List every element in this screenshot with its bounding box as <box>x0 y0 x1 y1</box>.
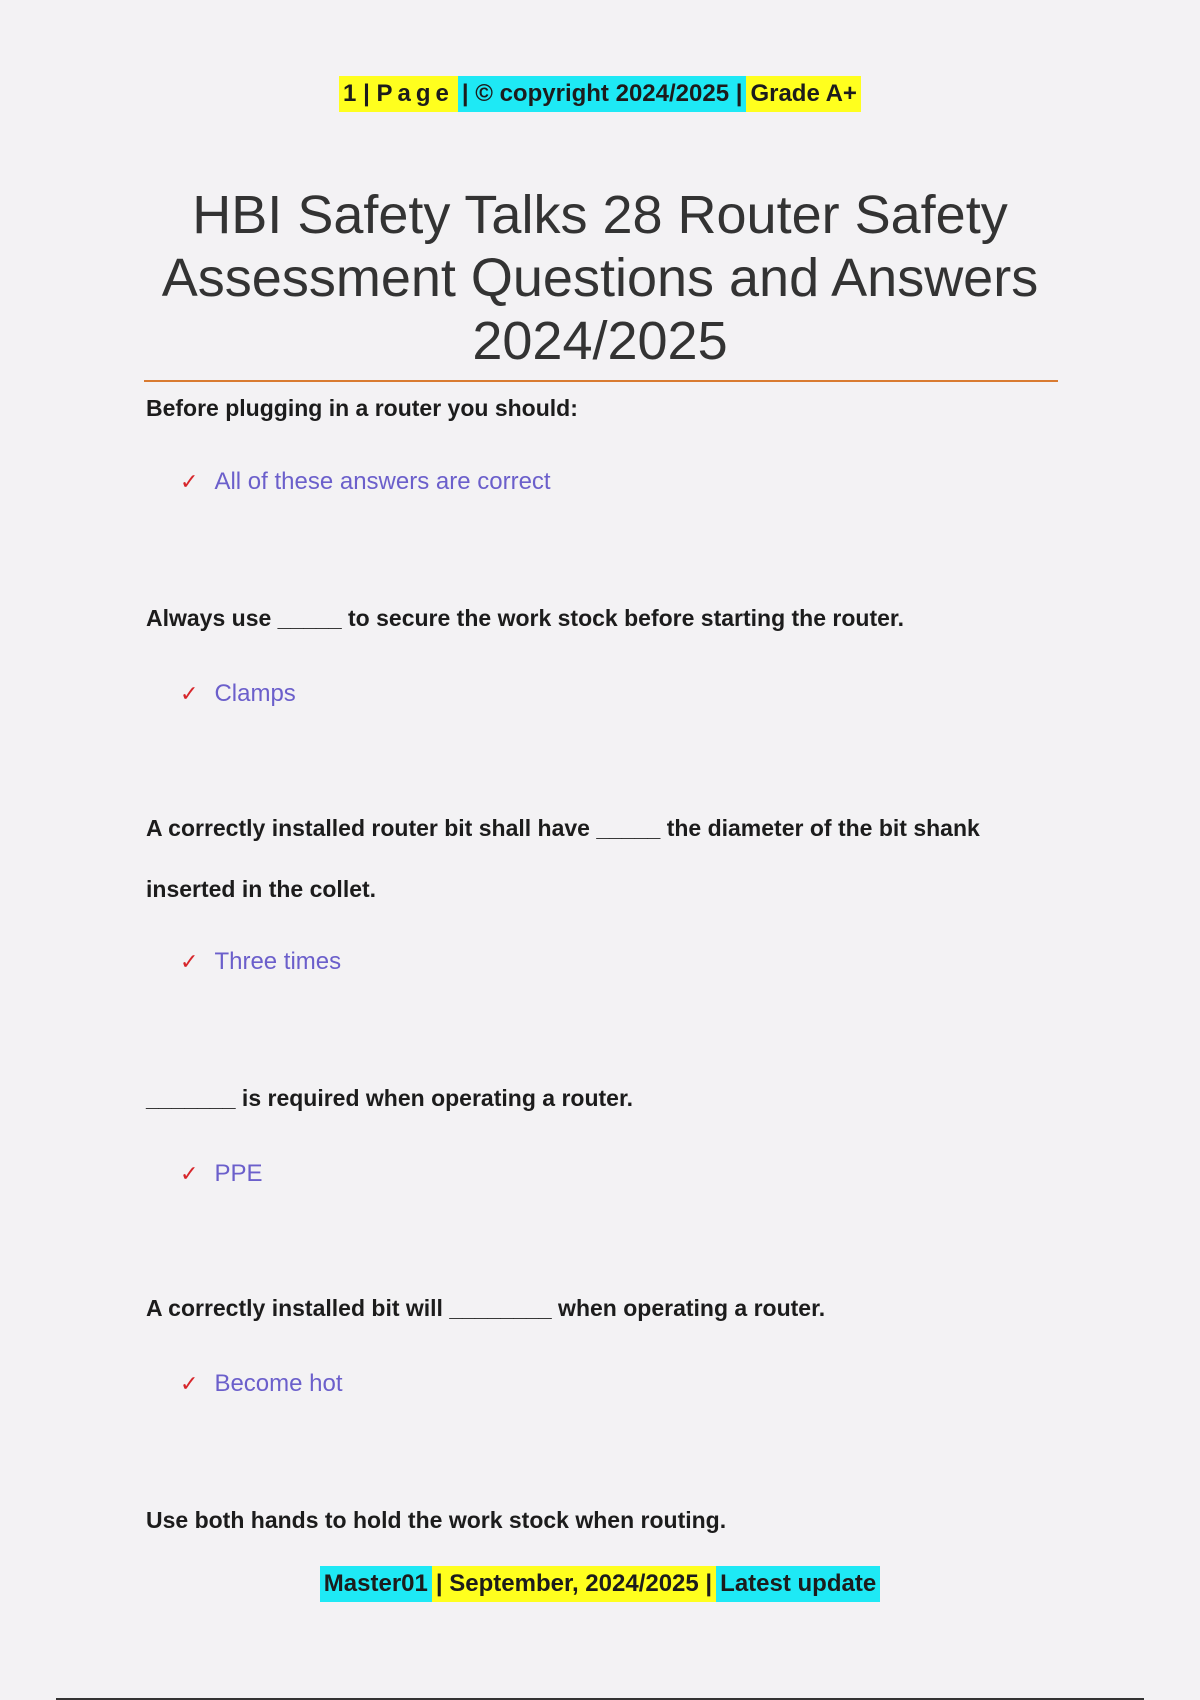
document-title <box>130 184 1070 373</box>
answer-5 <box>180 1366 343 1402</box>
page-footer <box>0 1566 1200 1602</box>
checkmark-icon: ✓ <box>180 469 199 494</box>
question-2: Always use _____ to secure the work stock before starting the router. <box>146 605 904 631</box>
title-line-1: HBI Safety Talks 28 Router Safety <box>192 185 1008 245</box>
checkmark-icon: ✓ <box>180 681 199 706</box>
question-3-line-2: inserted in the collet. <box>146 876 377 902</box>
answer-text: PPE <box>214 1160 263 1187</box>
copyright-text: © copyright 2024/2025 <box>475 80 730 107</box>
page-number-highlight: 1 | Page <box>339 76 458 112</box>
author-badge: Master01 <box>320 1566 432 1602</box>
answer-text: Clamps <box>214 680 296 707</box>
question-1: Before plugging in a router you should: <box>146 395 578 421</box>
title-line-2: Assessment Questions and Answers <box>161 248 1039 308</box>
answer-2 <box>180 676 296 712</box>
question-6: Use both hands to hold the work stock when routing. <box>146 1507 727 1533</box>
answer-text: All of these answers are correct <box>214 468 551 495</box>
question-5: A correctly installed bit will ________ when operating a router. <box>146 1295 826 1321</box>
question-3-line-1: A correctly installed router bit shall have _____ the diameter of the bit shank <box>146 815 980 841</box>
answer-1 <box>180 464 551 500</box>
page-number: 1 <box>343 80 357 107</box>
checkmark-icon: ✓ <box>180 1371 199 1396</box>
update-badge: Latest update <box>716 1566 880 1602</box>
question-4: _______ is required when operating a router. <box>146 1085 634 1111</box>
date-text: September, 2024/2025 <box>449 1570 699 1597</box>
copyright-highlight: | © copyright 2024/2025 | <box>458 76 747 112</box>
checkmark-icon: ✓ <box>180 1161 199 1186</box>
question-3 <box>146 798 1046 920</box>
title-line-3: 2024/2025 <box>472 311 728 371</box>
grade-badge: Grade A+ <box>746 76 861 112</box>
answer-text: Become hot <box>214 1370 343 1397</box>
answer-3 <box>180 944 341 980</box>
answer-4 <box>180 1156 262 1192</box>
page-header <box>0 76 1200 112</box>
checkmark-icon: ✓ <box>180 949 199 974</box>
page-word: Page <box>376 80 454 107</box>
date-highlight: | September, 2024/2025 | <box>432 1566 716 1602</box>
answer-text: Three times <box>214 948 342 975</box>
